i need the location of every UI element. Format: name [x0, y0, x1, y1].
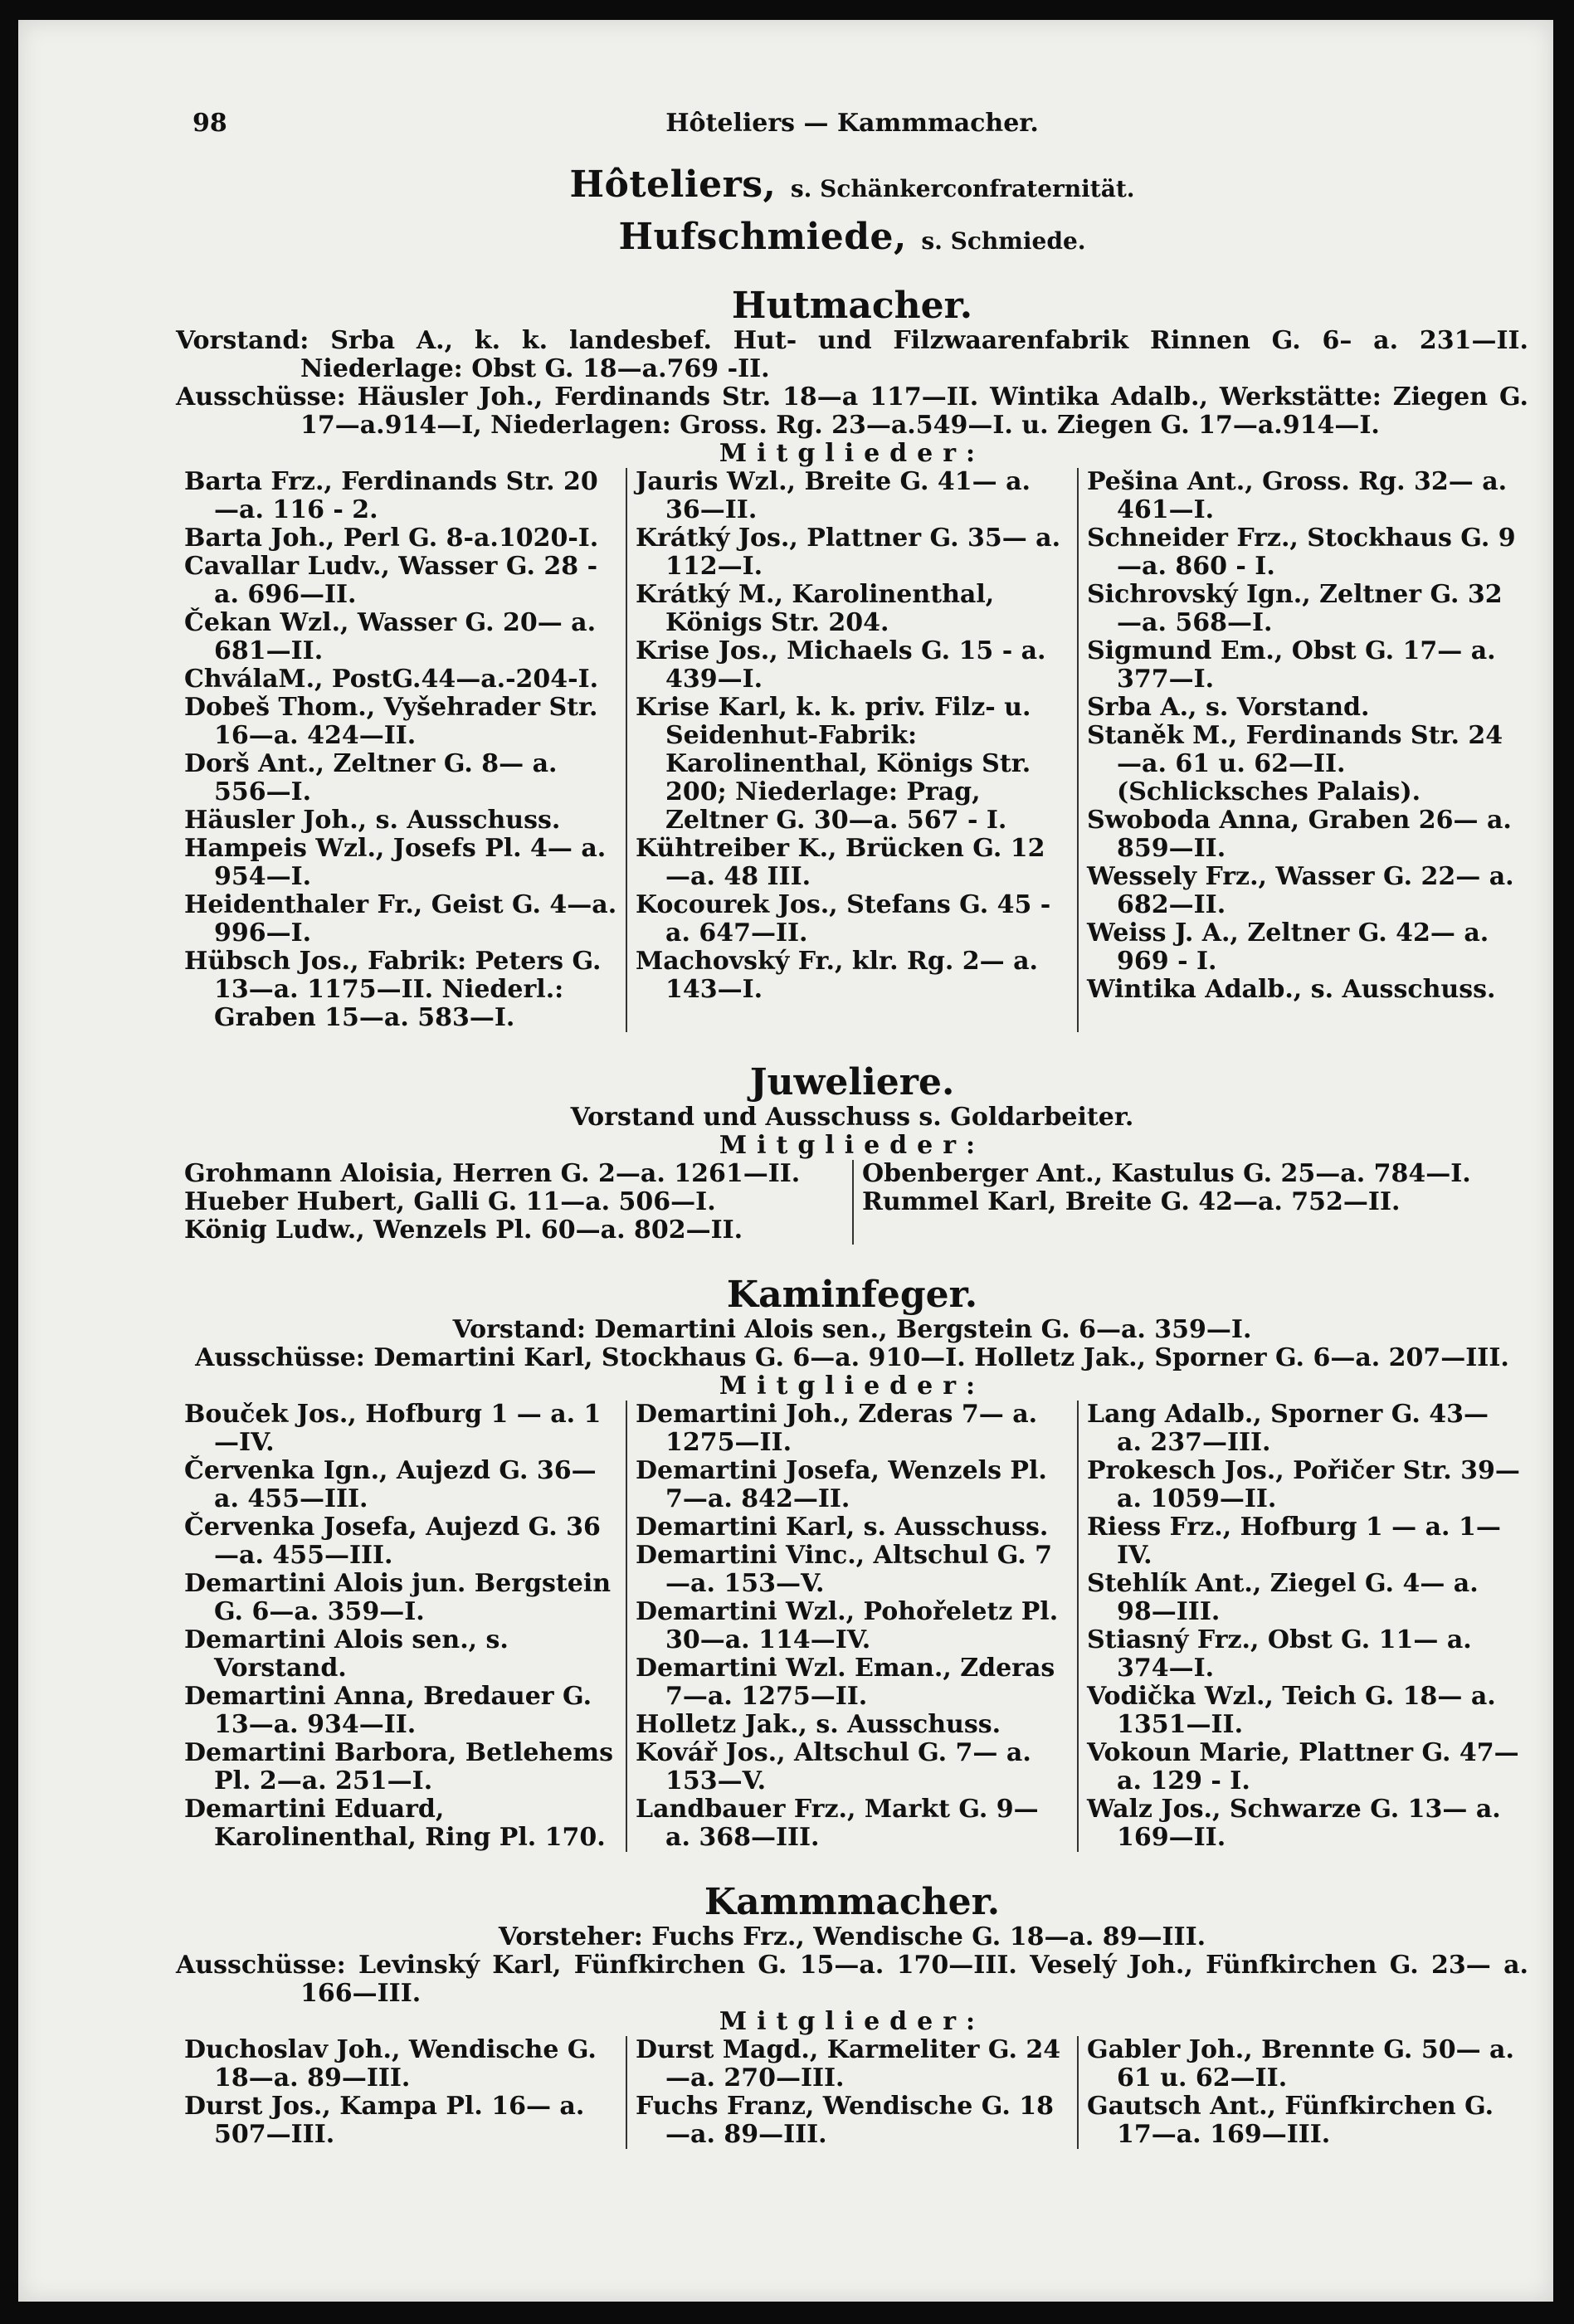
member-entry: Holletz Jak., s. Ausschuss. [636, 1710, 1001, 1739]
members-column-3 [1077, 468, 1528, 1032]
member-entry: Demartini Alois jun. Bergstein G. 6—a. 359—I. [184, 1569, 612, 1626]
member-entry: Kühtreiber K., Brücken G. 12—a. 48 III. [636, 834, 1045, 891]
member-entry: Staněk M., Ferdinands Str. 24—a. 61 u. 62—II. (Schlicksches Palais). [1087, 721, 1503, 806]
member-entry: Heidenthaler Fr., Geist G. 4—a. 996—I. [184, 890, 617, 948]
member-entry: Červenka Ign., Aujezd G. 36— a. 455—III. [184, 1456, 597, 1513]
member-entry: Demartini Joh., Zderas 7— a. 1275—II. [636, 1400, 1038, 1457]
member-entry: Krise Jos., Michaels G. 15 - a. 439—I. [636, 636, 1046, 694]
member-entry: Stiasný Frz., Obst G. 11— a. 374—I. [1087, 1625, 1472, 1683]
member-entry: Obenberger Ant., Kastulus G. 25—a. 784—I. [862, 1159, 1471, 1188]
member-entry: Demartini Wzl. Eman., Zderas 7—a. 1275—II. [636, 1654, 1055, 1711]
members-column-2 [852, 1160, 1528, 1245]
member-entry: Pešina Ant., Gross. Rg. 32— a. 461—I. [1087, 467, 1508, 524]
member-entry: Krátký Jos., Plattner G. 35— a. 112—I. [636, 524, 1061, 581]
ausschuesse-line: Ausschüsse: Demartini Karl, Stockhaus G. 6—a. 910—I. Holletz Jak., Sporner G. 6—a. 207—III. [195, 1343, 1509, 1372]
members-column-1 [176, 2036, 626, 2149]
cross-reference: s. Schmiede. [921, 227, 1086, 255]
member-entry: Wessely Frz., Wasser G. 22— a. 682—II. [1087, 862, 1514, 919]
member-entry: Demartini Josefa, Wenzels Pl. 7—a. 842—II. [636, 1456, 1047, 1513]
member-entry: Riess Frz., Hofburg 1 — a. 1—IV. [1087, 1513, 1501, 1570]
member-entry: Vodička Wzl., Teich G. 18— a. 1351—II. [1087, 1682, 1496, 1739]
vorstand-line: Vorstand: Demartini Alois sen., Bergstein G. 6—a. 359—I. [452, 1315, 1252, 1344]
member-entry: Bouček Jos., Hofburg 1 — a. 1—IV. [184, 1400, 602, 1457]
vorstand-line: Vorstand und Ausschuss s. Goldarbeiter. [570, 1103, 1134, 1132]
member-entry: Kocourek Jos., Stefans G. 45 - a. 647—II. [636, 890, 1051, 948]
member-entry: Durst Jos., Kampa Pl. 16— a. 507—III. [184, 2092, 585, 2149]
mitglieder-label: Mitglieder: [719, 1372, 986, 1401]
running-title: Hôteliers — Kammmacher. [665, 109, 1039, 138]
member-entry: Rummel Karl, Breite G. 42—a. 752—II. [862, 1187, 1401, 1216]
member-entry: Čekan Wzl., Wasser G. 20— a. 681—II. [184, 608, 597, 665]
section-hoteliers [176, 163, 1528, 206]
members-columns [176, 468, 1528, 1032]
page-content [176, 103, 1528, 2149]
member-entry: Hübsch Jos., Fabrik: Peters G. 13—a. 1175—II. Niederl.: Graben 15—a. 583—I. [184, 947, 602, 1032]
members-column-1 [176, 1401, 626, 1852]
vorstand-line: Vorstand: Srba A., k. k. landesbef. Hut- und Filzwaarenfabrik Rinnen G. 6– a. 231—II. Niederlage: Obst G. 18—a.769 -II. [176, 326, 1528, 383]
running-header [176, 103, 1528, 146]
member-entry: Červenka Josefa, Aujezd G. 36—a. 455—III. [184, 1513, 601, 1570]
member-entry: Demartini Wzl., Pohořeletz Pl. 30—a. 114—IV. [636, 1597, 1059, 1654]
member-entry: Wintika Adalb., s. Ausschuss. [1087, 975, 1496, 1004]
member-entry: Grohmann Aloisia, Herren G. 2—a. 1261—II. [184, 1159, 801, 1188]
section-title-kammmacher: Kammmacher. [704, 1881, 1001, 1923]
members-column-2 [626, 468, 1077, 1032]
member-entry: Hueber Hubert, Galli G. 11—a. 506—I. [184, 1187, 716, 1216]
members-columns [176, 1401, 1528, 1852]
member-entry: Dorš Ant., Zeltner G. 8— a. 556—I. [184, 749, 558, 806]
section-title: Hufschmiede, [618, 216, 907, 258]
members-column-3 [1077, 1401, 1528, 1852]
vorsteher-line: Vorsteher: Fuchs Frz., Wendische G. 18—a. 89—III. [498, 1922, 1206, 1951]
section-title-kaminfeger: Kaminfeger. [726, 1274, 978, 1316]
member-entry: Weiss J. A., Zeltner G. 42— a. 969 - I. [1087, 918, 1489, 976]
member-entry: Krise Karl, k. k. priv. Filz- u. Seidenhut-Fabrik: Karolinenthal, Königs Str. 200; Niederlage: Prag, Zeltner G. 30—a. 567 - I. [636, 693, 1031, 835]
mitglieder-label: Mitglieder: [719, 439, 986, 468]
member-entry: Häusler Joh., s. Ausschuss. [184, 806, 561, 835]
member-entry: Dobeš Thom., Vyšehrader Str. 16—a. 424—II. [184, 693, 598, 750]
members-columns [176, 2036, 1528, 2149]
member-entry: ChválaM., PostG.44—a.-204-I. [184, 665, 599, 694]
member-entry: Durst Magd., Karmeliter G. 24—a. 270—III. [636, 2035, 1061, 2093]
member-entry: Demartini Anna, Bredauer G. 13—a. 934—II. [184, 1682, 592, 1739]
member-entry: Landbauer Frz., Markt G. 9— a. 368—III. [636, 1795, 1039, 1852]
member-entry: Duchoslav Joh., Wendische G. 18—a. 89—III. [184, 2035, 597, 2093]
members-column-1 [176, 468, 626, 1032]
mitglieder-label: Mitglieder: [719, 1131, 986, 1160]
member-entry: Jauris Wzl., Breite G. 41— a. 36—II. [636, 467, 1031, 524]
members-column-2 [626, 1401, 1077, 1852]
member-entry: Hampeis Wzl., Josefs Pl. 4— a. 954—I. [184, 834, 607, 891]
page-number: 98 [192, 109, 227, 138]
ausschuesse-line: Ausschüsse: Levinský Karl, Fünfkirchen G. 15—a. 170—III. Veselý Joh., Fünfkirchen G. 23— a. 166—III. [176, 1951, 1528, 2008]
members-column-2 [626, 2036, 1077, 2149]
member-entry: Sichrovský Ign., Zeltner G. 32—a. 568—I. [1087, 580, 1503, 637]
member-entry: Barta Frz., Ferdinands Str. 20—a. 116 - 2. [184, 467, 598, 524]
member-entry: Schneider Frz., Stockhaus G. 9—a. 860 - I. [1087, 524, 1516, 581]
member-entry: Lang Adalb., Sporner G. 43— a. 237—III. [1087, 1400, 1489, 1457]
members-columns [176, 1160, 1528, 1245]
member-entry: Demartini Karl, s. Ausschuss. [636, 1513, 1049, 1542]
member-entry: König Ludw., Wenzels Pl. 60—a. 802—II. [184, 1216, 743, 1245]
members-column-1 [176, 1160, 852, 1245]
member-entry: Swoboda Anna, Graben 26— a. 859—II. [1087, 806, 1512, 863]
member-entry: Sigmund Em., Obst G. 17— a. 377—I. [1087, 636, 1496, 694]
section-title-hutmacher: Hutmacher. [731, 285, 973, 327]
mitglieder-label: Mitglieder: [719, 2007, 986, 2036]
member-entry: Cavallar Ludv., Wasser G. 28 - a. 696—II. [184, 552, 598, 609]
member-entry: Srba A., s. Vorstand. [1087, 693, 1370, 722]
member-entry: Demartini Eduard, Karolinenthal, Ring Pl. 170. [184, 1795, 606, 1852]
section-title-juweliere: Juweliere. [749, 1061, 955, 1104]
member-entry: Vokoun Marie, Plattner G. 47— a. 129 - I. [1087, 1738, 1519, 1795]
member-entry: Gautsch Ant., Fünfkirchen G. 17—a. 169—III. [1087, 2092, 1494, 2149]
member-entry: Demartini Vinc., Altschul G. 7—a. 153—V. [636, 1541, 1053, 1598]
member-entry: Krátký M., Karolinenthal, Königs Str. 204. [636, 580, 995, 637]
member-entry: Kovář Jos., Altschul G. 7— a. 153—V. [636, 1738, 1031, 1795]
member-entry: Demartini Alois sen., s. Vorstand. [184, 1625, 509, 1683]
members-column-3 [1077, 2036, 1528, 2149]
member-entry: Barta Joh., Perl G. 8-a.1020-I. [184, 524, 599, 553]
member-entry: Machovský Fr., klr. Rg. 2— a. 143—I. [636, 947, 1038, 1004]
ausschuesse-line: Ausschüsse: Häusler Joh., Ferdinands Str. 18—a 117—II. Wintika Adalb., Werkstätte: Ziegen G. 17—a.914—I, Niederlagen: Gross. Rg. 23—a.549—I. u. Ziegen G. 17—a.914—I. [176, 382, 1528, 440]
member-entry: Walz Jos., Schwarze G. 13— a. 169—II. [1087, 1795, 1501, 1852]
member-entry: Stehlík Ant., Ziegel G. 4— a. 98—III. [1087, 1569, 1479, 1626]
directory-page [18, 20, 1553, 2302]
section-hufschmiede [176, 216, 1528, 258]
member-entry: Gabler Joh., Brennte G. 50— a. 61 u. 62—II. [1087, 2035, 1514, 2093]
cross-reference: s. Schänkerconfraternität. [790, 175, 1135, 202]
member-entry: Demartini Barbora, Betlehems Pl. 2—a. 251—I. [184, 1738, 614, 1795]
section-title: Hôteliers, [569, 163, 777, 206]
member-entry: Prokesch Jos., Pořičer Str. 39—a. 1059—II. [1087, 1456, 1520, 1513]
member-entry: Fuchs Franz, Wendische G. 18—a. 89—III. [636, 2092, 1054, 2149]
